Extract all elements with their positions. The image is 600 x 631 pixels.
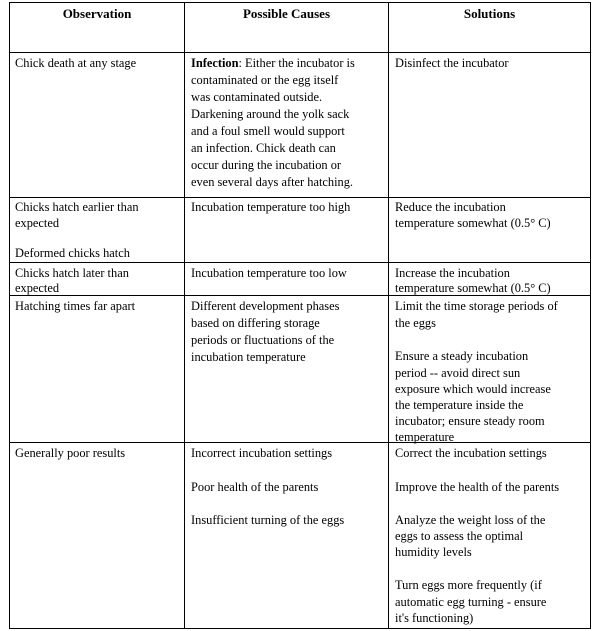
solution-line: Turn eggs more frequently (if: [395, 578, 542, 592]
cause-line: and a foul smell would support: [191, 124, 345, 138]
solution-line: it's functioning): [395, 611, 474, 625]
cause-line: periods or fluctuations of the: [191, 333, 335, 347]
header-observation: Observation: [62, 6, 132, 21]
cause-line: even several days after hatching.: [191, 175, 354, 189]
solution-line: Reduce the incubation: [395, 200, 506, 214]
solution-line: Correct the incubation settings: [395, 446, 547, 460]
row-divider: [9, 442, 591, 443]
solution-line: temperature somewhat (0.5° C): [395, 281, 551, 295]
cause-line: was contaminated outside.: [191, 90, 323, 104]
observation-line: expected: [15, 281, 60, 295]
solution-line: Improve the health of the parents: [395, 480, 560, 494]
solution-line: Analyze the weight loss of the: [395, 513, 546, 527]
solution-line: temperature somewhat (0.5° C): [395, 216, 551, 230]
cause-line: Incorrect incubation settings: [191, 446, 333, 460]
solution-line: the temperature inside the: [395, 398, 524, 412]
solution-line: Limit the time storage periods of: [395, 299, 558, 313]
cause-line: Poor health of the parents: [191, 480, 319, 494]
observation-line: Hatching times far apart: [15, 299, 136, 313]
observation-line: Deformed chicks hatch: [15, 246, 130, 260]
cause-line: incubation temperature: [191, 350, 306, 364]
column-divider: [184, 2, 185, 629]
solution-line: period -- avoid direct sun: [395, 366, 521, 380]
row-divider: [9, 197, 591, 198]
observation-line: Generally poor results: [15, 446, 126, 460]
solution-line: eggs to assess the optimal: [395, 529, 524, 543]
cause-cell: [191, 55, 355, 71]
solution-line: Increase the incubation: [395, 266, 510, 280]
solution-line: the eggs: [395, 316, 436, 330]
table-border-right: [590, 2, 591, 629]
cause-text: : Either the incubator is: [238, 56, 355, 70]
observation-line: Chicks hatch later than: [15, 266, 129, 280]
cause-line: Darkening around the yolk sack: [191, 107, 350, 121]
observation-line: Chicks hatch earlier than: [15, 200, 139, 214]
solution-line: exposure which would increase: [395, 382, 551, 396]
header-possible-causes: Possible Causes: [242, 6, 331, 21]
solution-line: temperature: [395, 430, 455, 444]
row-divider: [9, 52, 591, 53]
table-border-bottom: [9, 628, 591, 629]
solution-line: humidity levels: [395, 545, 472, 559]
solution-line: Disinfect the incubator: [395, 56, 509, 70]
observation-line: expected: [15, 216, 60, 230]
cause-lead-term: Infection: [191, 56, 239, 70]
header-solutions: Solutions: [463, 6, 516, 21]
cause-line: Insufficient turning of the eggs: [191, 513, 345, 527]
cause-line: an infection. Chick death can: [191, 141, 336, 155]
solution-line: Ensure a steady incubation: [395, 349, 529, 363]
solution-line: incubator; ensure steady room: [395, 414, 545, 428]
cause-line: Incubation temperature too high: [191, 200, 351, 214]
cause-line: Different development phases: [191, 299, 340, 313]
table-border-left: [9, 2, 10, 629]
row-divider: [9, 262, 591, 263]
cause-line: Incubation temperature too low: [191, 266, 347, 280]
cause-line: based on differing storage: [191, 316, 320, 330]
cause-line: occur during the incubation or: [191, 158, 342, 172]
table-border-top: [9, 2, 591, 3]
observation-cell: Chick death at any stage: [15, 56, 137, 70]
solution-line: automatic egg turning - ensure: [395, 595, 547, 609]
cause-line: contaminated or the egg itself: [191, 73, 339, 87]
column-divider: [388, 2, 389, 629]
